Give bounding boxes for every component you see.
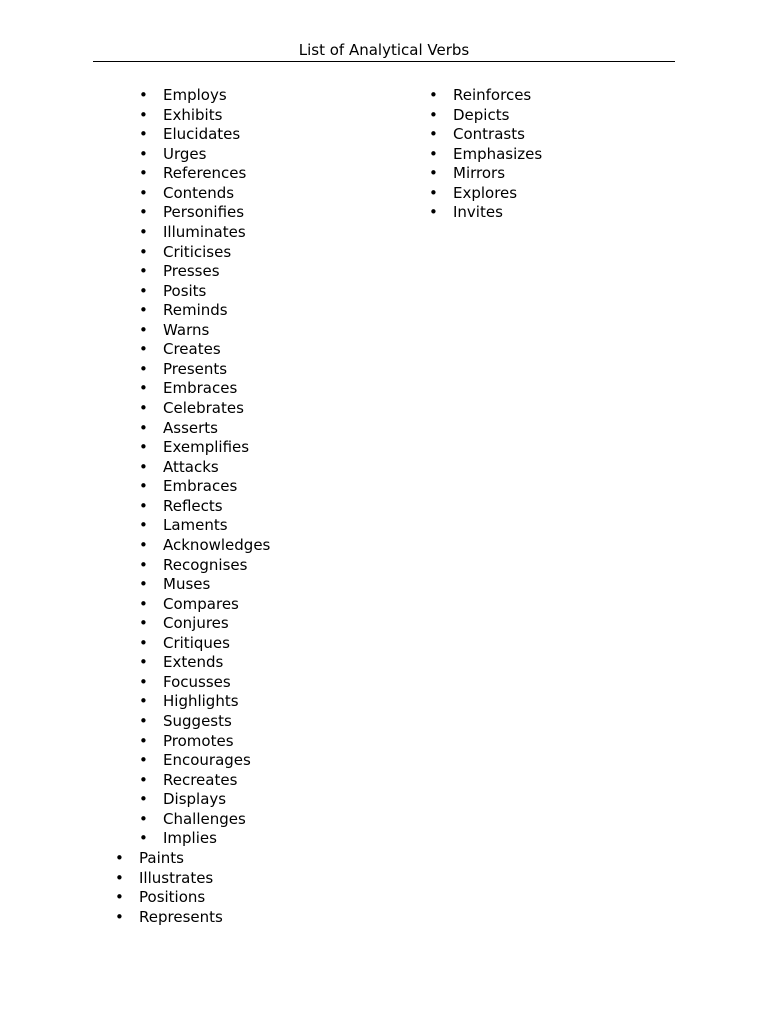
list-item (139, 379, 270, 399)
bullet-icon: • (139, 809, 148, 828)
bullet-icon: • (115, 888, 124, 907)
bullet-icon: • (139, 262, 148, 281)
bullet-icon: • (139, 633, 148, 652)
bullet-icon: • (139, 164, 148, 183)
list-item (139, 556, 270, 576)
list-item (139, 692, 270, 712)
list-item (139, 438, 270, 458)
bullet-icon: • (139, 575, 148, 594)
bullet-icon: • (139, 672, 148, 691)
verb-label: Illuminates (163, 222, 246, 241)
verb-label: Posits (163, 281, 207, 300)
list-item (139, 653, 270, 673)
bullet-icon: • (115, 849, 124, 867)
bullet-icon: • (115, 907, 124, 926)
list-item (139, 712, 270, 732)
list-item (429, 86, 542, 106)
list-item (139, 340, 270, 360)
list-item (115, 869, 223, 889)
bullet-icon: • (139, 731, 148, 750)
verb-label: Emphasizes (453, 144, 543, 163)
verb-label: Depicts (453, 105, 510, 124)
bullet-icon: • (139, 242, 148, 261)
list-item (139, 262, 270, 282)
bullet-icon: • (139, 281, 148, 300)
list-item (139, 771, 270, 791)
list-item (139, 634, 270, 654)
bullet-icon: • (139, 183, 148, 202)
verb-label: Asserts (163, 418, 218, 437)
bullet-icon: • (139, 222, 148, 241)
list-item (429, 203, 542, 223)
verb-label: Invites (453, 203, 503, 222)
verb-label: Embraces (163, 379, 238, 398)
bullet-icon: • (429, 125, 438, 144)
verb-label: Reminds (163, 301, 228, 320)
list-item (139, 516, 270, 536)
list-item (115, 888, 223, 908)
verb-label: Focusses (163, 672, 231, 691)
verb-label: Paints (139, 849, 184, 867)
verb-label: Urges (163, 144, 207, 163)
verb-list-outdented (115, 849, 223, 927)
verb-label: Critiques (163, 633, 230, 652)
bullet-icon: • (139, 496, 148, 515)
list-item (139, 810, 270, 830)
verb-label: Contends (163, 183, 235, 202)
verb-label: Recognises (163, 555, 248, 574)
list-item (139, 243, 270, 263)
verb-label: Illustrates (139, 868, 214, 887)
bullet-icon: • (429, 105, 438, 124)
bullet-icon: • (429, 144, 438, 163)
verb-label: Encourages (163, 751, 251, 770)
list-item (139, 360, 270, 380)
list-item (139, 301, 270, 321)
verb-label: Reinforces (453, 86, 532, 104)
bullet-icon: • (139, 614, 148, 633)
verb-label: Presents (163, 359, 228, 378)
bullet-icon: • (139, 555, 148, 574)
bullet-icon: • (139, 516, 148, 535)
bullet-icon: • (139, 535, 148, 554)
verb-label: Mirrors (453, 164, 506, 183)
bullet-icon: • (139, 751, 148, 770)
verb-label: Recreates (163, 770, 238, 789)
bullet-icon: • (139, 379, 148, 398)
bullet-icon: • (139, 653, 148, 672)
bullet-icon: • (139, 790, 148, 809)
bullet-icon: • (429, 183, 438, 202)
bullet-icon: • (139, 320, 148, 339)
verb-label: Challenges (163, 809, 246, 828)
verb-label: Muses (163, 575, 211, 594)
list-item (115, 908, 223, 928)
list-item (139, 164, 270, 184)
list-item (139, 790, 270, 810)
list-item (139, 321, 270, 341)
verb-label: Embraces (163, 477, 238, 496)
bullet-icon: • (429, 164, 438, 183)
bullet-icon: • (139, 125, 148, 144)
verb-label: Compares (163, 594, 239, 613)
page-title: List of Analytical Verbs (298, 41, 470, 59)
list-item (139, 203, 270, 223)
bullet-icon: • (429, 203, 438, 222)
list-item (429, 184, 542, 204)
verb-label: Reflects (163, 496, 223, 515)
list-item (139, 184, 270, 204)
verb-label: Contrasts (453, 125, 525, 144)
list-item (139, 399, 270, 419)
verb-label: Displays (163, 790, 227, 809)
bullet-icon: • (139, 418, 148, 437)
bullet-icon: • (115, 868, 124, 887)
list-item (115, 849, 223, 869)
verb-label: Explores (453, 183, 518, 202)
verb-label: Criticises (163, 242, 232, 261)
verb-label: References (163, 164, 247, 183)
verb-label: Highlights (163, 692, 239, 711)
list-item (139, 145, 270, 165)
verb-label: Employs (163, 86, 227, 104)
list-item (139, 673, 270, 693)
bullet-icon: • (139, 692, 148, 711)
title-underline (93, 61, 675, 62)
list-item (429, 145, 542, 165)
verb-label: Positions (139, 888, 206, 907)
list-item (139, 732, 270, 752)
bullet-icon: • (139, 203, 148, 222)
verb-label: Represents (139, 907, 223, 926)
verb-label: Promotes (163, 731, 234, 750)
verb-label: Exhibits (163, 105, 223, 124)
verb-label: Creates (163, 340, 221, 359)
list-item (429, 164, 542, 184)
bullet-icon: • (139, 477, 148, 496)
list-item (139, 125, 270, 145)
bullet-icon: • (139, 712, 148, 730)
bullet-icon: • (139, 594, 148, 613)
list-item (139, 477, 270, 497)
list-item (139, 536, 270, 556)
bullet-icon: • (139, 829, 148, 848)
list-item (139, 751, 270, 771)
list-item (139, 497, 270, 517)
bullet-icon: • (139, 457, 148, 476)
bullet-icon: • (139, 340, 148, 359)
list-item (139, 595, 270, 615)
list-item (139, 86, 270, 106)
bullet-icon: • (139, 770, 148, 789)
verb-label: Conjures (163, 614, 229, 633)
verb-label: Elucidates (163, 125, 241, 144)
verb-label: Suggests (163, 712, 232, 730)
bullet-icon: • (139, 105, 148, 124)
list-item (139, 829, 270, 849)
list-item (139, 458, 270, 478)
list-item (139, 419, 270, 439)
verb-list-left-column (139, 86, 270, 849)
verb-label: Attacks (163, 457, 219, 476)
verb-label: Celebrates (163, 399, 244, 417)
verb-label: Acknowledges (163, 535, 271, 554)
list-item (139, 575, 270, 595)
verb-label: Presses (163, 262, 220, 281)
verb-label: Personifies (163, 203, 245, 222)
bullet-icon: • (139, 301, 148, 320)
bullet-icon: • (139, 399, 148, 417)
list-item (429, 106, 542, 126)
verb-list-right-column (429, 86, 542, 223)
verb-label: Exemplifies (163, 438, 250, 457)
bullet-icon: • (139, 438, 148, 457)
list-item (139, 223, 270, 243)
bullet-icon: • (139, 144, 148, 163)
bullet-icon: • (429, 86, 438, 104)
verb-label: Laments (163, 516, 228, 535)
list-item (139, 614, 270, 634)
verb-label: Extends (163, 653, 224, 672)
bullet-icon: • (139, 359, 148, 378)
list-item (139, 106, 270, 126)
verb-label: Warns (163, 320, 210, 339)
list-item (429, 125, 542, 145)
list-item (139, 282, 270, 302)
bullet-icon: • (139, 86, 148, 104)
verb-label: Implies (163, 829, 217, 848)
